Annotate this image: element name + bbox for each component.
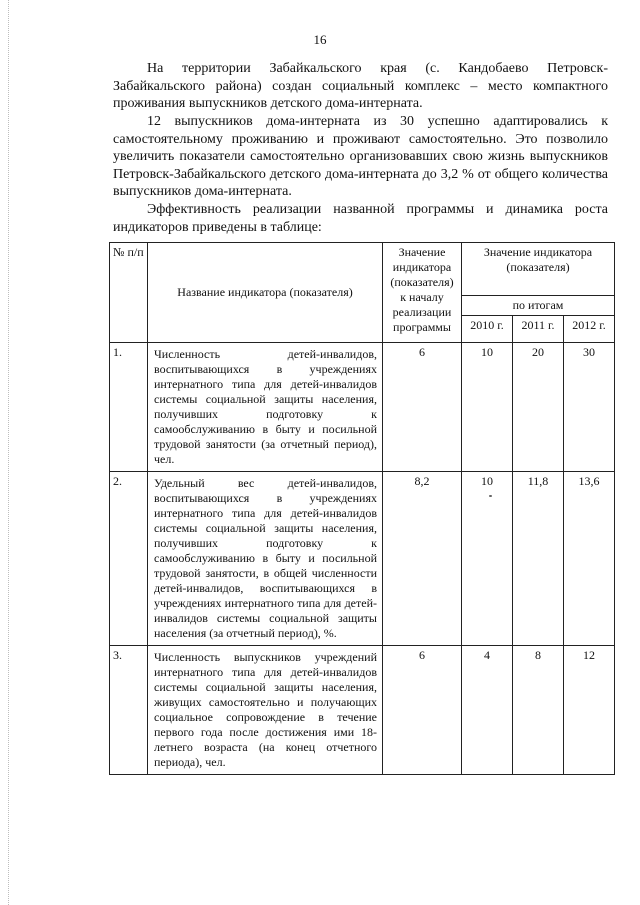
row-value-2010: 10 (462, 343, 513, 472)
row-value-2012: 30 (564, 343, 615, 472)
table-row (110, 343, 615, 472)
row-value-2012: 12 (564, 646, 615, 775)
scan-margin-line (8, 0, 9, 905)
header-year-2012: 2012 г. (564, 316, 615, 343)
header-by-results: по итогам (462, 296, 615, 316)
header-num: № п/п (110, 243, 148, 343)
header-indicator-name: Название индикатора (показателя) (148, 243, 383, 343)
table-row (110, 646, 615, 775)
page-number: 16 (313, 32, 327, 47)
row-indicator-name: Численность выпускников учреждений интернатного типа для детей-инвалидов системы социальной защиты населения, живущих самостоятельно и получающих социальное сопровождение в течение первого года после достижения ими 18-летнего возраста (на конец отчетного периода), чел. (148, 646, 383, 775)
table-row (110, 472, 615, 646)
row-initial-value: 6 (383, 343, 462, 472)
header-indicator-value: Значение индикатора (показателя) (462, 243, 615, 296)
paragraph-3: Эффективность реализации названной программы и динамика роста индикаторов приведены в таблице: (113, 202, 608, 235)
paragraph-2: 12 выпускников дома-интерната из 30 успешно адаптировались к самостоятельному проживанию и проживают самостоятельно. Это позволило увеличить показатели самостоятельно организовавших свою жизнь выпускников Петровск-Забайкальского детского дома-интерната до 3,2 % от общего количества выпускников дома-интерната. (113, 114, 608, 199)
row-num: 2. (110, 472, 148, 646)
row-value-2011: 20 (513, 343, 564, 472)
indicators-table (109, 242, 615, 775)
row-value-2010: 10 (462, 472, 513, 646)
row-num: 1. (110, 343, 148, 472)
paragraph-1: На территории Забайкальского края (с. Кандобаево Петровск-Забайкальского района) создан социальный комплекс – место компактного проживания выпускников детского дома-интерната. (113, 61, 608, 111)
scan-speck (489, 495, 492, 497)
row-indicator-name: Удельный вес детей-инвалидов, воспитывающихся в учреждениях интернатного типа для детей-инвалидов системы социальной защиты населения, получивших подготовку к самообслуживанию в быту и посильной трудовой занятости, в общей численности детей-инвалидов, воспитывающихся в учреждениях интернатного типа для детей-инвалидов системы социальной защиты населения (за отчетный период), %. (148, 472, 383, 646)
row-initial-value: 6 (383, 646, 462, 775)
row-initial-value: 8,2 (383, 472, 462, 646)
row-num: 3. (110, 646, 148, 775)
table-header-row (110, 243, 615, 296)
row-value-2011: 11,8 (513, 472, 564, 646)
row-value-2012: 13,6 (564, 472, 615, 646)
header-initial-value: Значение индикатора (показателя) к началу реализации программы (383, 243, 462, 343)
row-value-2011: 8 (513, 646, 564, 775)
row-value-2010: 4 (462, 646, 513, 775)
header-year-2010: 2010 г. (462, 316, 513, 343)
header-year-2011: 2011 г. (513, 316, 564, 343)
row-indicator-name: Численность детей-инвалидов, воспитывающихся в учреждениях интернатного типа для детей-инвалидов системы социальной защиты населения, получивших подготовку к самообслуживанию в быту и посильной трудовой занятости (за отчетный период), чел. (148, 343, 383, 472)
